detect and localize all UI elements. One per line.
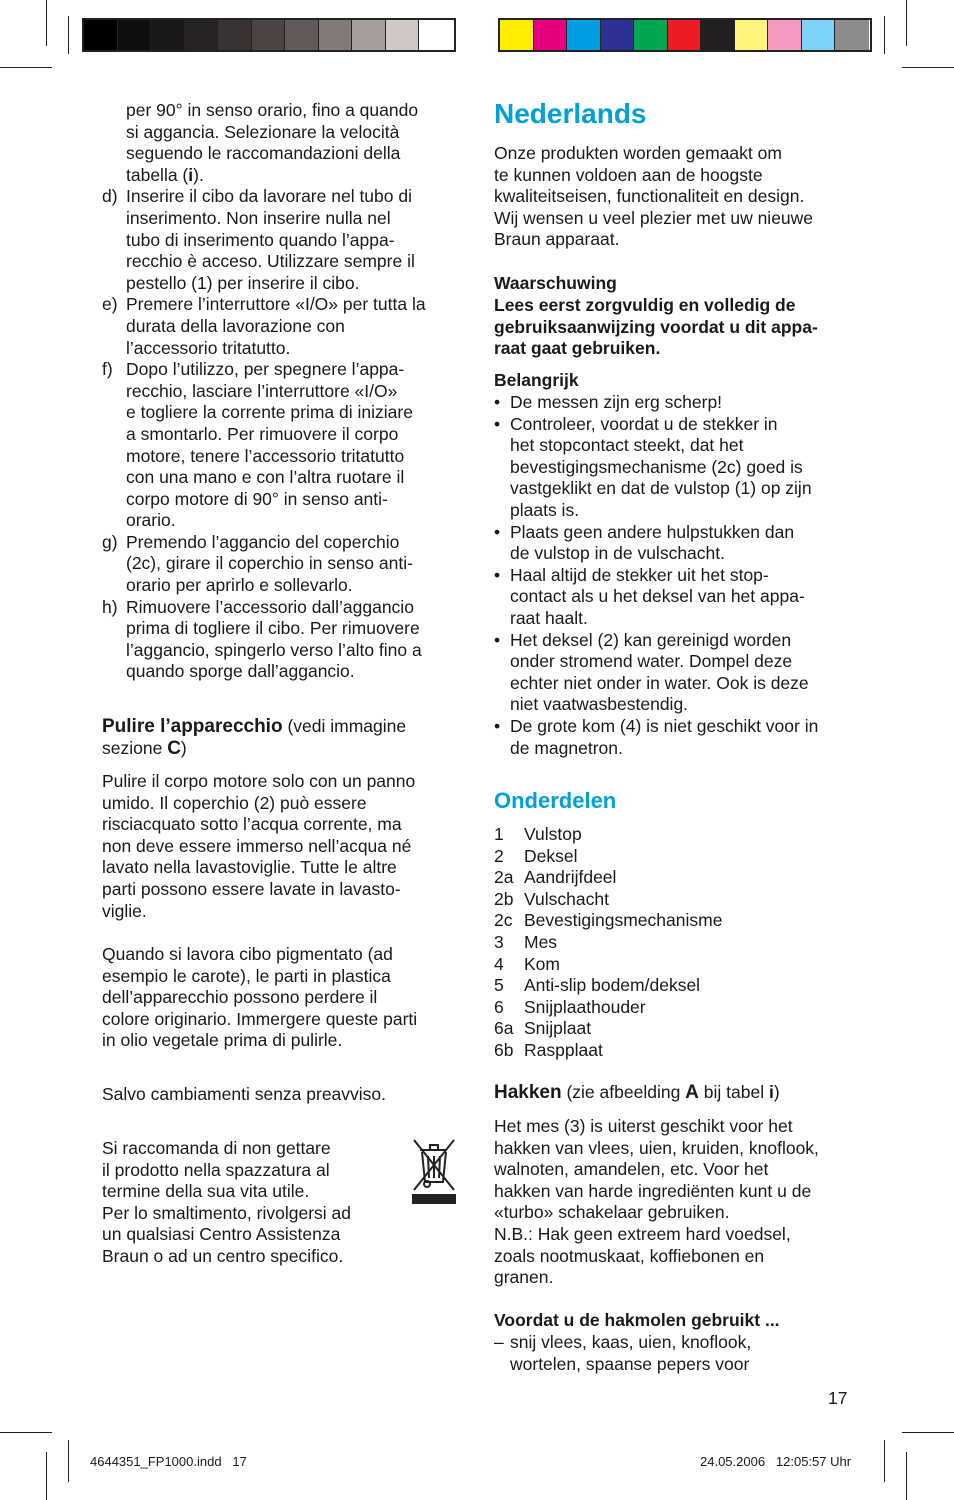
- color-swatch: [118, 20, 152, 50]
- parts-item: 6b Raspplaat: [494, 1039, 603, 1060]
- parts-item: 2a Aandrijfdeel: [494, 867, 617, 888]
- color-swatch: [534, 20, 568, 50]
- crop-mark: [902, 67, 954, 68]
- cleaning-heading: Pulire l’apparecchio (vedi immagine sezione C): [102, 716, 407, 759]
- parts-title: Onderdelen: [494, 788, 617, 813]
- parts-item: 3 Mes: [494, 931, 558, 952]
- color-swatch: [319, 20, 353, 50]
- before-use-item: – snij vlees, kaas, uien, knoflook, wortelen, spaanse pepers voor: [494, 1332, 752, 1374]
- parts-item: 6a Snijplaat: [494, 1018, 592, 1039]
- parts-item: 2 Deksel: [494, 845, 578, 866]
- intro-continuation: per 90° in senso orario, fino a quando si aggancia. Selezionare la velocità seguendo le raccomandazioni della tabella (i).: [126, 100, 419, 185]
- crop-mark: [906, 0, 907, 46]
- changes-notice: Salvo cambiamenti senza preavviso.: [102, 1084, 387, 1104]
- list-item: g) Premendo l’aggancio del coperchio (2c), girare il coperchio in senso anti- orario per aprirlo e sollevarlo.: [102, 531, 413, 596]
- parts-item: 1 Vulstop: [494, 824, 582, 844]
- color-swatch: [601, 20, 635, 50]
- color-swatch: [701, 20, 735, 50]
- color-swatch: [567, 20, 601, 50]
- color-swatch: [735, 20, 769, 50]
- list-item: • Plaats geen andere hulpstukken dan de vulstop in de vulschacht.: [494, 521, 795, 564]
- page-number: 17: [828, 1388, 848, 1408]
- warning-title: Waarschuwing: [494, 273, 617, 293]
- list-item: • Haal altijd de stekker uit het stop- contact als u het deksel van het appa- raat haalt.: [494, 564, 805, 628]
- color-swatch: [835, 20, 869, 50]
- crop-mark: [46, 1452, 47, 1500]
- list-item: e) Premere l’interruttore «I/O» per tutta la durata della lavorazione con l’accessorio tritatutto.: [102, 294, 426, 358]
- footer-timestamp: 24.05.2006 12:05:57 Uhr: [700, 1454, 852, 1469]
- parts-list: [494, 824, 864, 1062]
- list-item: • De grote kom (4) is niet geschikt voor in de magnetron.: [494, 715, 819, 758]
- color-swatch: [419, 20, 453, 50]
- color-swatch: [185, 20, 219, 50]
- disposal-notice: Si raccomanda di non gettare il prodotto nella spazzatura al termine della sua vita utile. Per lo smaltimento, rivolgersi ad un qualsiasi Centro Assistenza Braun o ad un centro specifico.: [102, 1138, 351, 1266]
- crop-mark: [906, 1452, 907, 1500]
- crop-mark: [902, 1432, 954, 1433]
- before-use-title: Voordat u de hakmolen gebruikt ...: [494, 1310, 780, 1330]
- list-item: • Controleer, voordat u de stekker in het stopcontact steekt, dat het bevestigingsmechanisme (2c) goed is vastgeklikt en dat de vulstop (1) op zijn plaats is.: [494, 413, 812, 520]
- crossed-out-bin-icon: [410, 1136, 458, 1208]
- parts-item: 4 Kom: [494, 953, 560, 974]
- warning-text: Lees eerst zorgvuldig en volledig de gebruiksaanwijzing voordat u dit appa- raat gaat gebruiken.: [494, 295, 818, 359]
- important-list: [494, 392, 864, 759]
- instruction-steps: [102, 186, 462, 683]
- crop-mark: [68, 1440, 69, 1482]
- list-item: • De messen zijn erg scherp!: [494, 392, 723, 412]
- color-swatch: [151, 20, 185, 50]
- list-item: • Het deksel (2) kan gereinigd worden onder stromend water. Dompel deze echter niet onder in water. Ook is deze niet vaatwasbestendig.: [494, 629, 809, 715]
- color-swatch: [634, 20, 668, 50]
- cleaning-paragraph: Pulire il corpo motore solo con un panno umido. Il coperchio (2) può essere risciacquato sotto l’acqua corrente, ma non deve essere immerso nell’acqua né lavato nella lavastoviglie. Tutte le altre parti possono essere lavate in lavasto- viglie.: [102, 771, 416, 921]
- crop-mark: [884, 1440, 885, 1482]
- color-swatch: [500, 20, 534, 50]
- list-item: f) Dopo l’utilizzo, per spegnere l’appa- recchio, lasciare l’interruttore «I/O» e togliere la corrente prima di iniziare a smontarlo. Per rimuovere il corpo motore, tenere l’accessorio tritatutto con una mano e con l’altra ruotare il corpo motore di 90° in senso anti- orario.: [102, 359, 413, 531]
- pigment-paragraph: Quando si lavora cibo pigmentato (ad esempio le carote), le parti in plastica dell’apparecchio possono perdere il colore originario. Immergere queste parti in olio vegetale prima di pulirle.: [102, 944, 418, 1051]
- left-column: [102, 100, 462, 683]
- color-swatch: [768, 20, 802, 50]
- page-title: Nederlands: [494, 98, 647, 129]
- cmyk-color-bar: [498, 18, 872, 52]
- parts-item: 5 Anti-slip bodem/deksel: [494, 975, 701, 996]
- grayscale-color-bar: [82, 18, 456, 52]
- crop-mark: [0, 1432, 52, 1433]
- footer-file-info: 4644351_FP1000.indd 17: [90, 1454, 247, 1469]
- color-swatch: [218, 20, 252, 50]
- list-item: h) Rimuovere l’accessorio dall’aggancio prima di togliere il cibo. Per rimuovere l’aggancio, spingerlo verso l’alto fino a quando sporge dall’aggancio.: [102, 596, 422, 682]
- crop-mark: [46, 0, 47, 46]
- crop-mark: [0, 67, 52, 68]
- hakken-heading: Hakken (zie afbeelding A bij tabel i): [494, 1082, 780, 1103]
- color-swatch: [285, 20, 319, 50]
- list-item: d) Inserire il cibo da lavorare nel tubo di inserimento. Non inserire nulla nel tubo di inserimento quando l’appa- recchio è acceso. Utilizzare sempre il pestello (1) per inserire il cibo.: [102, 186, 415, 293]
- color-swatch: [802, 20, 836, 50]
- hakken-paragraph: Het mes (3) is uiterst geschikt voor het hakken van vlees, uien, kruiden, knoflook, walnoten, amandelen, etc. Voor het hakken van harde ingrediënten kunt u de «turbo» schakelaar gebruiken. N.B.: Hak geen extreem hard voedsel, zoals nootmuskaat, koffiebonen en granen.: [494, 1116, 819, 1288]
- color-swatch: [386, 20, 420, 50]
- parts-item: 6 Snijplaathouder: [494, 996, 646, 1017]
- color-swatch: [84, 20, 118, 50]
- important-title: Belangrijk: [494, 370, 579, 390]
- intro-paragraph: Onze produkten worden gemaakt om te kunnen voldoen aan de hoogste kwaliteitseisen, functionaliteit en design. Wij wensen u veel plezier met uw nieuwe Braun apparaat.: [494, 143, 814, 250]
- parts-item: 2c Bevestigingsmechanisme: [494, 910, 723, 931]
- crop-mark: [68, 16, 69, 54]
- crop-mark: [884, 16, 885, 54]
- color-swatch: [668, 20, 702, 50]
- color-swatch: [352, 20, 386, 50]
- parts-item: 2b Vulschacht: [494, 888, 609, 909]
- color-swatch: [252, 20, 286, 50]
